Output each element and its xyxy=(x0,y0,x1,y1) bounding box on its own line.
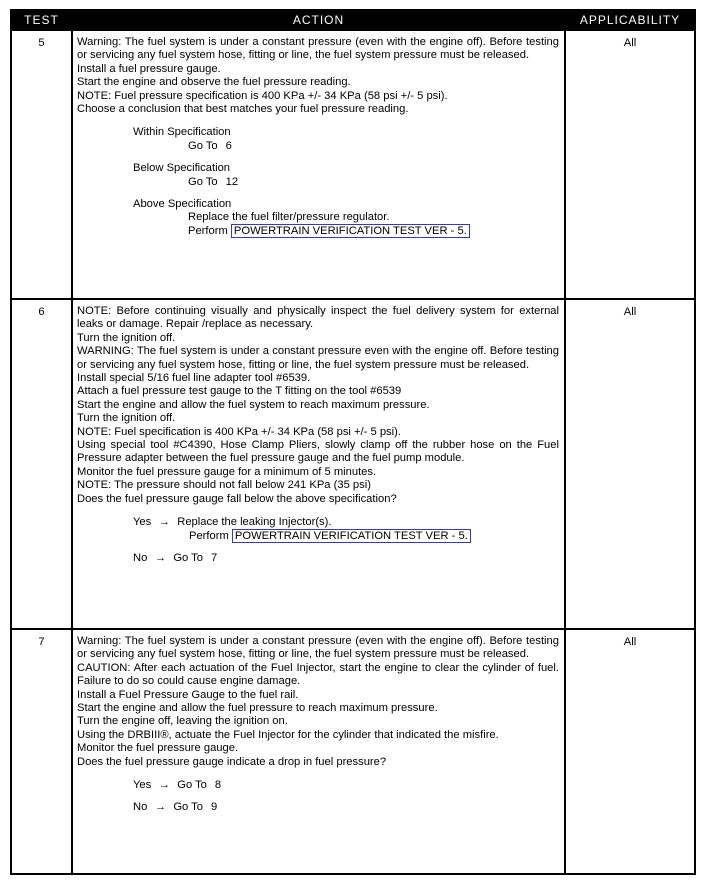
action-line: Turn the ignition off. xyxy=(77,331,176,344)
option-yes xyxy=(133,779,559,792)
action-line: Attach a fuel pressure test gauge to the T fitting on the tool #6539 xyxy=(77,385,402,398)
action-line: Choose a conclusion that best matches your fuel pressure reading. xyxy=(77,103,409,116)
test-number: 5 xyxy=(11,30,72,299)
option-within-spec xyxy=(133,126,559,153)
action-line: Install special 5/16 fuel line adapter tool #6539. xyxy=(77,372,311,385)
option-label: No xyxy=(133,801,148,814)
action-line: Monitor the fuel pressure gauge. xyxy=(77,742,239,755)
conclusion-options xyxy=(77,779,559,815)
option-perform: Perform POWERTRAIN VERIFICATION TEST VER - 5. xyxy=(189,530,559,543)
option-label: No xyxy=(133,551,148,564)
action-cell xyxy=(72,30,565,299)
applicability: All xyxy=(565,629,695,874)
applicability: All xyxy=(565,299,695,629)
table-row-test-5 xyxy=(11,30,695,299)
option-below-spec xyxy=(133,162,559,189)
conclusion-options xyxy=(77,516,559,565)
option-goto[interactable]: Go To 12 xyxy=(188,175,239,188)
action-line: Does the fuel pressure gauge indicate a drop in fuel pressure? xyxy=(77,755,387,768)
option-goto[interactable]: Go To 6 xyxy=(188,139,232,152)
action-line: Install a Fuel Pressure Gauge to the fuel rail. xyxy=(77,688,299,701)
action-line: Warning: The fuel system is under a constant pressure (even with the engine off). Before testing or servicing any fuel system hose, fitting or line, the fuel system pressure must be released. xyxy=(77,635,559,661)
header-action: ACTION xyxy=(72,10,565,30)
action-line: NOTE: Fuel pressure specification is 400 KPa +/- 34 KPa (58 psi +/- 5 psi). xyxy=(77,89,448,102)
option-goto[interactable]: Go To 7 xyxy=(173,551,218,564)
diagnostic-test-table xyxy=(10,9,696,875)
option-goto[interactable]: Go To 8 xyxy=(177,779,222,792)
option-goto[interactable]: Go To 9 xyxy=(173,801,218,814)
table-row-test-6 xyxy=(11,299,695,629)
test-number: 6 xyxy=(11,299,72,629)
verification-test-link[interactable]: POWERTRAIN VERIFICATION TEST VER - 5. xyxy=(232,529,471,543)
verification-test-link[interactable]: POWERTRAIN VERIFICATION TEST VER - 5. xyxy=(231,224,470,238)
action-line: NOTE: Before continuing visually and physically inspect the fuel delivery system for external leaks or damage. Repair /replace as necessary. xyxy=(77,305,559,331)
action-lines xyxy=(77,305,559,506)
right-arrow-icon: → xyxy=(154,551,166,564)
action-line: Warning: The fuel system is under a constant pressure (even with the engine off). Before testing or servicing any fuel system hose, fitting or line, the fuel system pressure must be released. xyxy=(77,36,559,62)
test-number: 7 xyxy=(11,629,72,874)
action-line: Install a fuel pressure gauge. xyxy=(77,62,221,75)
action-line: WARNING: The fuel system is under a constant pressure even with the engine off. Before testing or servicing any fuel system hose, fitting or line, the fuel system pressure must be released. xyxy=(77,345,559,371)
action-line: Using the DRBIII®, actuate the Fuel Injector for the cylinder that indicated the misfire. xyxy=(77,728,499,741)
option-no xyxy=(133,552,559,565)
action-line: CAUTION: After each actuation of the Fuel Injector, start the engine to clear the cylinder of fuel. Failure to do so could cause engine damage. xyxy=(77,661,559,688)
table-header-row xyxy=(11,10,695,30)
action-line: Does the fuel pressure gauge fall below the above specification? xyxy=(77,492,397,505)
right-arrow-icon: → xyxy=(158,516,170,529)
option-label: Yes xyxy=(133,779,152,792)
right-arrow-icon: → xyxy=(158,779,170,792)
action-lines xyxy=(77,635,559,769)
option-label: Above Specification xyxy=(133,198,232,211)
action-cell xyxy=(72,299,565,629)
conclusion-options xyxy=(77,126,559,238)
action-line: Start the engine and allow the fuel system to reach maximum pressure. xyxy=(77,398,430,411)
action-line: Turn the ignition off. xyxy=(77,412,176,425)
action-line: Using special tool #C4390, Hose Clamp Pliers, slowly clamp off the rubber hose on the Fuel Pressure adapter between the fuel pressure gauge and the fuel pump module. xyxy=(77,439,559,465)
action-lines xyxy=(77,36,559,116)
option-above-spec xyxy=(133,198,559,238)
action-line: Monitor the fuel pressure gauge for a minimum of 5 minutes. xyxy=(77,465,377,478)
option-action: Replace the fuel filter/pressure regulator. xyxy=(188,211,390,224)
option-yes xyxy=(133,516,559,543)
header-test: TEST xyxy=(11,10,72,30)
option-label: Within Specification xyxy=(133,126,231,139)
right-arrow-icon: → xyxy=(154,801,166,814)
action-line: Turn the engine off, leaving the ignition on. xyxy=(77,715,288,728)
option-label: Below Specification xyxy=(133,162,231,175)
header-applicability: APPLICABILITY xyxy=(565,10,695,30)
action-cell xyxy=(72,629,565,874)
action-line: Start the engine and observe the fuel pressure reading. xyxy=(77,76,351,89)
table-row-test-7 xyxy=(11,629,695,874)
action-line: NOTE: The pressure should not fall below 241 KPa (35 psi) xyxy=(77,479,371,492)
applicability: All xyxy=(565,30,695,299)
option-action: Replace the leaking Injector(s). xyxy=(177,516,332,529)
option-label: Yes xyxy=(133,516,152,529)
option-no xyxy=(133,801,559,814)
action-line: Start the engine and allow the fuel pressure to reach maximum pressure. xyxy=(77,702,438,715)
action-line: NOTE: Fuel specification is 400 KPa +/- 34 KPa (58 psi +/- 5 psi). xyxy=(77,425,401,438)
option-perform: Perform POWERTRAIN VERIFICATION TEST VER - 5. xyxy=(188,225,559,238)
